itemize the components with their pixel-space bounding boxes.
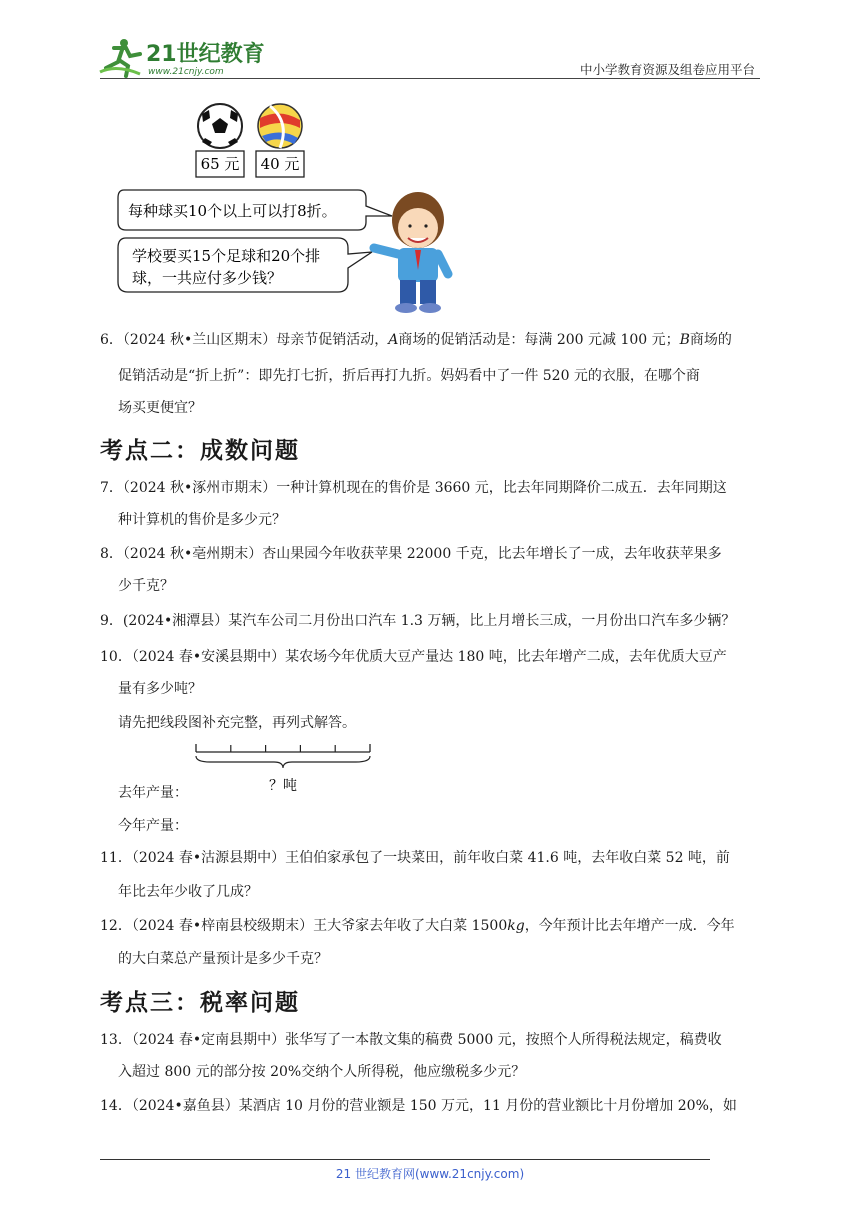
- logo-text: 21世纪教育: [146, 42, 265, 67]
- question-7-line2: 种计算机的售价是多少元？: [118, 512, 286, 528]
- question-9: 9．(2024•湘潭县）某汽车公司二月份出口汽车 1.3 万辆，比上月增长三成，一月份出口汽车多少辆？: [100, 613, 736, 629]
- question-8-line2: 少千克？: [118, 578, 174, 594]
- question-10-line2: 量有多少吨？: [118, 681, 202, 697]
- question-13-line2: 入超过 800 元的部分按 20%交纳个人所得税，他应缴税多少元？: [118, 1064, 526, 1080]
- bubble-question-line2: 球，一共应付多少钱？: [132, 269, 283, 287]
- question-8: 8．（2024 秋•亳州期末）杏山果园今年收获苹果 22000 千克，比去年增长了一成，去年收获苹果多: [100, 546, 722, 562]
- this-year-label: 今年产量：: [118, 818, 188, 834]
- footer-divider: [100, 1159, 710, 1160]
- site-logo: [96, 34, 266, 80]
- football-price: 65 元: [200, 155, 240, 173]
- runner-logo-icon: [96, 34, 266, 80]
- footer-link[interactable]: 21 世纪教育网(www.21cnjy.com): [335, 1167, 525, 1181]
- bubble-question-line1: 学校要买15个足球和20个排: [132, 247, 321, 265]
- question-14: 14．（2024•嘉鱼县）某酒店 10 月份的营业额是 150 万元，11 月份的营业额比十月份增加 20%，如: [100, 1098, 737, 1114]
- bubble-discount-text: 每种球买10个以上可以打8折。: [128, 202, 337, 220]
- question-11: 11．（2024 春•沽源县期中）王伯伯家承包了一块菜田，前年收白菜 41.6 吨，去年收白菜 52 吨，前: [100, 850, 730, 866]
- volleyball-icon: [258, 104, 302, 148]
- question-6-line2: 促销活动是“折上折”：即先打七折，折后再打九折。妈妈看中了一件 520 元的衣服，在哪个商: [118, 368, 700, 384]
- question-12-line2: 的大白菜总产量预计是多少千克？: [118, 951, 328, 967]
- football-icon: [198, 104, 242, 148]
- boy-character-icon: [374, 192, 448, 313]
- question-10-instruction: 请先把线段图补充完整，再列式解答。: [118, 715, 356, 731]
- ball-price-illustration: [110, 98, 470, 320]
- section-heading-3: 考点三：税率问题: [100, 990, 300, 1016]
- section-heading-2: 考点二：成数问题: [100, 438, 300, 464]
- header-divider: [100, 78, 760, 79]
- segment-brace: [196, 756, 370, 768]
- question-11-line2: 年比去年少收了几成？: [118, 884, 258, 900]
- question-13: 13．（2024 春•定南县期中）张华写了一本散文集的稿费 5000 元，按照个人所得税法规定，稿费收: [100, 1032, 722, 1048]
- logo-url: www.21cnjy.com: [148, 67, 224, 77]
- brace-label: ？吨: [269, 778, 297, 794]
- question-7: 7．（2024 秋•涿州市期末）一种计算机现在的售价是 3660 元，比去年同期降价二成五．去年同期这: [100, 480, 727, 496]
- question-10: 10．（2024 春•安溪县期中）某农场今年优质大豆产量达 180 吨，比去年增产二成，去年优质大豆产: [100, 649, 727, 665]
- volleyball-price: 40 元: [260, 155, 300, 173]
- question-6-line3: 场买更便宜？: [118, 400, 202, 416]
- last-year-label: 去年产量：: [118, 785, 188, 801]
- segment-diagram: [190, 742, 380, 802]
- question-6: 6．（2024 秋•兰山区期末）母亲节促销活动，A商场的促销活动是：每满 200 元减 100 元；B商场的: [100, 332, 732, 348]
- platform-title: 中小学教育资源及组卷应用平台: [579, 62, 755, 77]
- question-12: 12．（2024 春•梓南县校级期末）王大爷家去年收了大白菜 1500kg，今年预计比去年增产一成．今年: [100, 918, 735, 934]
